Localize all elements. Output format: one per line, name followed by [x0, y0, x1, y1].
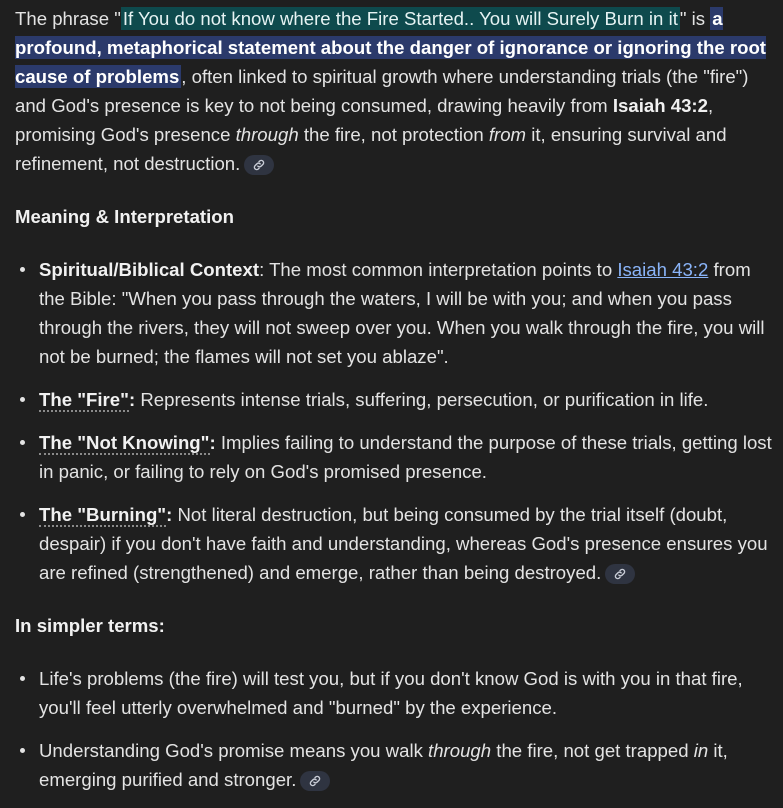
meaning-list — [15, 255, 773, 587]
list-item-colon: : — [209, 432, 221, 453]
simpler-list — [15, 664, 773, 794]
link-icon — [613, 567, 627, 581]
list-item — [39, 385, 773, 414]
list-item-colon: : — [166, 504, 178, 525]
list-item-colon: : — [259, 259, 270, 280]
list-item — [39, 736, 773, 794]
list-item-title[interactable]: The "Not Knowing" — [39, 432, 210, 453]
list-item — [39, 500, 773, 587]
source-link-button[interactable] — [605, 564, 635, 584]
intro-text-4: it, ensuring survival and refinement, not destruction. — [15, 124, 727, 174]
italic-through: through — [428, 740, 492, 761]
selected-text-highlight[interactable]: a profound, metaphorical statement about the danger of ignorance or ignoring the root cause of problems — [15, 8, 767, 87]
list-item-text: Represents intense trials, suffering, persecution, or purification in life. — [140, 389, 709, 410]
list-item — [39, 428, 773, 486]
list-item-text: it, emerging purified and stronger. — [39, 740, 728, 790]
source-link-button[interactable] — [300, 771, 330, 791]
intro-italic-through: through — [235, 124, 299, 145]
list-item-text: Life's problems (the fire) will test you, but if you don't know God is with you in that fire, you'll feel utterly overwhelmed and "burned" by the experience. — [39, 668, 743, 718]
list-item-title[interactable]: The "Fire" — [39, 389, 129, 410]
italic-in: in — [693, 740, 709, 761]
section-heading-meaning: Meaning & Interpretation — [15, 206, 235, 227]
list-item-text: from the Bible: "When you pass through the waters, I will be with you; and when you pass through the rivers, they will not sweep over you. When you walk through the fire, you will not be burned; the flames will not set you ablaze". — [39, 259, 765, 367]
source-link-button[interactable] — [244, 155, 274, 175]
intro-after-quote: " is — [679, 8, 711, 29]
quoted-phrase-highlight[interactable]: If You do not know where the Fire Started.. You will Surely Burn in it — [122, 8, 678, 29]
isaiah-reference-link[interactable]: Isaiah 43:2 — [617, 259, 709, 280]
intro-italic-from: from — [488, 124, 527, 145]
list-item-title: Spiritual/Biblical Context — [39, 259, 260, 280]
list-item-text: Not literal destruction, but being consumed by the trial itself (doubt, despair) if you don't have faith and understanding, whereas God's presence ensures you are refined (strengthened) and emerge, rather than being destroyed. — [39, 504, 768, 583]
link-icon — [252, 158, 266, 172]
intro-prefix: The phrase " — [15, 8, 121, 29]
list-item-title[interactable]: The "Burning" — [39, 504, 167, 525]
list-item-text: Understanding God's promise means you walk — [39, 740, 429, 761]
intro-text-2: , promising God's presence — [15, 95, 714, 145]
section-heading-simpler: In simpler terms: — [15, 615, 165, 636]
list-item — [39, 255, 773, 371]
intro-text-1: , often linked to spiritual growth where understanding trials (the "fire") and God's presence is key to not being consumed, drawing heavily from — [15, 66, 749, 116]
list-item — [39, 664, 773, 722]
list-item-colon: : — [128, 389, 141, 410]
list-item-text: The most common interpretation points to — [269, 259, 618, 280]
list-item-text: the fire, not get trapped — [491, 740, 694, 761]
link-icon — [308, 774, 322, 788]
intro-text-3: the fire, not protection — [298, 124, 489, 145]
list-item-text: Implies failing to understand the purpose of these trials, getting lost in panic, or failing to rely on God's promised presence. — [39, 432, 772, 482]
intro-bold-reference: Isaiah 43:2 — [612, 95, 708, 116]
intro-paragraph — [15, 4, 773, 178]
